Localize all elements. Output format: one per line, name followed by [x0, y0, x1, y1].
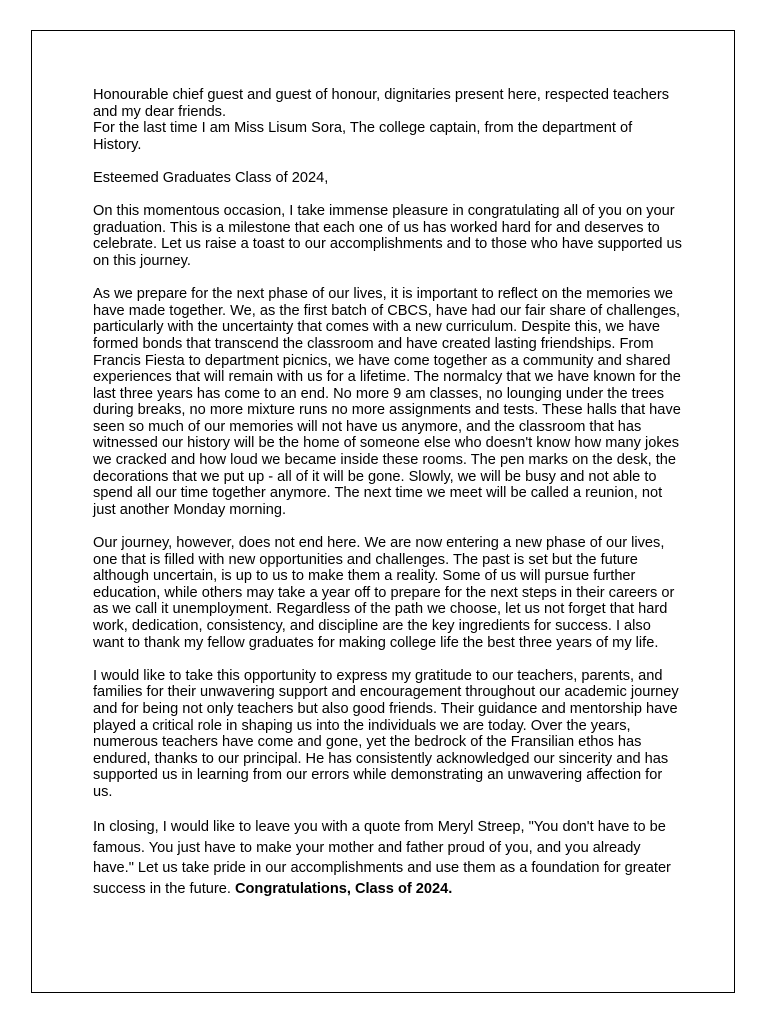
gratitude-paragraph: I would like to take this opportunity to express my gratitude to our teachers, parents, and families for their unwavering support and encouragement throughout our academic journey and for being not only teachers but also good friends. Their guidance and mentorship have played a critical role in shaping us into the individuals we are today. Over the years, numerous teachers have come and gone, yet the bedrock of the Fransilian ethos has endured, thanks to our principal. He has consistently acknowledged our sincerity and has supported us in learning from our errors while demonstrating an unwavering affection for us. [93, 667, 679, 800]
journey-paragraph: Our journey, however, does not end here. We are now entering a new phase of our lives, one that is filled with new opportunities and challenges. The past is set but the future although uncertain, is up to us to make them a reality. Some of us will pursue further education, while others may take a year off to prepare for the next steps in their careers or as we call it unemployment. Regardless of the path we choose, let us not forget that hard work, dedication, consistency, and discipline are the key ingredients for success. I also want to thank my fellow graduates for making college life the best three years of my life. [93, 535, 675, 651]
closing-paragraph [93, 817, 683, 899]
speech-body [93, 87, 683, 916]
closing-emphasis: Congratulations, Class of 2024. [234, 880, 453, 897]
congratulation-paragraph: On this momentous occasion, I take immense pleasure in congratulating all of you on your graduation. This is a milestone that each one of us has worked hard for and deserves to celebrate. Let us raise a toast to our accomplishments and to those who have supported us on this journey. [93, 203, 682, 269]
memories-paragraph: As we prepare for the next phase of our lives, it is important to reflect on the memories we have made together. We, as the first batch of CBCS, have had our fair share of challenges, particularly with the uncertainty that comes with a new curriculum. Despite this, we have formed bonds that transcend the classroom and have created lasting friendships. From Francis Fiesta to department picnics, we have come together as a community and shared experiences that will remain with us for a lifetime. The normalcy that we have known for the last three years has come to an end. No more 9 am classes, no lounging under the trees during breaks, no more mixture runs no more assignments and tests. These halls that have seen so much of our memories will not have us anymore, and the classroom that has witnessed our history will be the home of someone else who doesn't know how many jokes we cracked and how loud we became inside these rooms. The pen marks on the desk, the decorations that we put up - all of it will be gone. Slowly, we will be busy and not able to spend all our time together anymore. The next time we meet will be called a reunion, not just another Monday morning. [93, 286, 681, 518]
closing-text: In closing, I would like to leave you with a quote from Meryl Streep, "You don't have to be famous. You just have to make your mother and father proud of you, and you already have." Let us take pride in our accomplishments and use them as a foundation for greater success in the future. [93, 819, 671, 897]
address-line: Esteemed Graduates Class of 2024, [93, 169, 329, 186]
salutation-paragraph: Honourable chief guest and guest of honour, dignitaries present here, respected teachers and my dear friends. [93, 87, 670, 120]
introduction-paragraph: For the last time I am Miss Lisum Sora, The college captain, from the department of History. [93, 120, 633, 153]
